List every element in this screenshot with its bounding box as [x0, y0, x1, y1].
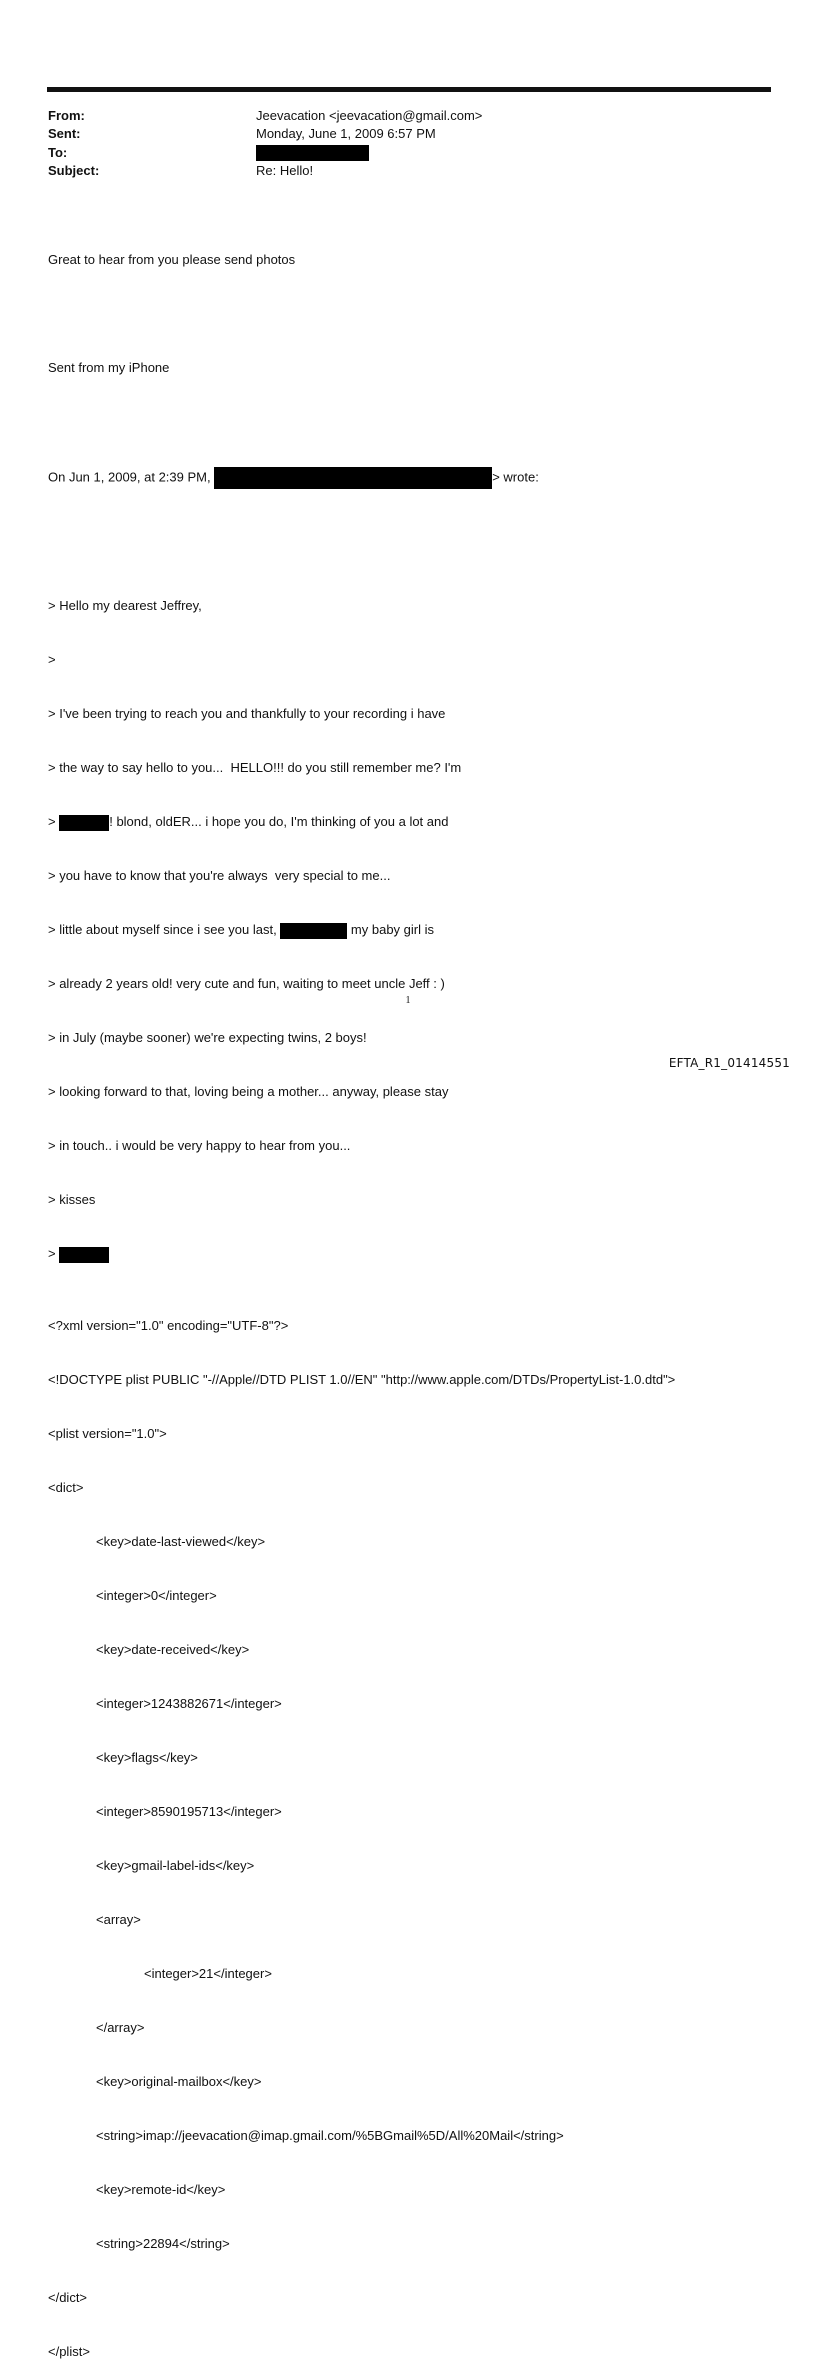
quoted-line: > you have to know that you're always very special to me... [48, 868, 391, 883]
to-value [256, 144, 369, 162]
plist-line: <key>remote-id</key> [96, 2182, 226, 2197]
plist-line: <key>date-received</key> [96, 1642, 250, 1657]
quoted-line: > the way to say hello to you... HELLO!!! do you still remember me? I'm [48, 760, 462, 775]
quoted-line [48, 921, 788, 939]
plist-line: <!DOCTYPE plist PUBLIC "-//Apple//DTD PLIST 1.0//EN" "http://www.apple.com/DTDs/PropertyList-1.0.dtd"> [48, 1372, 676, 1387]
to-label: To: [48, 144, 68, 160]
plist-line: <dict> [48, 1480, 84, 1495]
quoted-line: > in July (maybe sooner) we're expecting twins, 2 boys! [48, 1030, 367, 1045]
plist-line: <?xml version="1.0" encoding="UTF-8"?> [48, 1318, 289, 1333]
plist-line: </array> [96, 2020, 145, 2035]
body-line: Great to hear from you please send photos [48, 252, 296, 267]
plist-line: <key>original-mailbox</key> [96, 2074, 262, 2089]
quoted-line: > kisses [48, 1192, 96, 1207]
body-line: Sent from my iPhone [48, 360, 170, 375]
redaction-box [280, 923, 347, 939]
from-value: Jeevacation <jeevacation@gmail.com> [256, 108, 483, 123]
plist-line: <string>imap://jeevacation@imap.gmail.com/%5BGmail%5D/All%20Mail</string> [96, 2128, 564, 2143]
header-rule [47, 87, 771, 92]
email-body [48, 215, 788, 2379]
plist-line: <key>flags</key> [96, 1750, 198, 1765]
plist-line: <key>date-last-viewed</key> [96, 1534, 266, 1549]
spacer [48, 525, 788, 543]
quoted-line: > I've been trying to reach you and thankfully to your recording i have [48, 706, 446, 721]
sent-label: Sent: [48, 126, 81, 142]
quoted-line [48, 813, 788, 831]
spacer [48, 413, 788, 431]
plist-line: <integer>8590195713</integer> [96, 1804, 282, 1819]
plist-line: <string>22894</string> [96, 2236, 230, 2251]
quoted-suffix: my baby girl is [347, 922, 435, 937]
plist-line: <integer>0</integer> [96, 1588, 217, 1603]
plist-line: </dict> [48, 2290, 88, 2305]
wrote-line [48, 467, 788, 489]
sent-row [48, 125, 768, 143]
subject-row [48, 162, 768, 180]
email-header [48, 107, 768, 180]
bates-id: EFTA_R1_01414551 [668, 1056, 790, 1070]
quoted-line: > looking forward to that, loving being a mother... anyway, please stay [48, 1084, 449, 1099]
subject-value: Re: Hello! [256, 162, 314, 178]
plist-line: <integer>1243882671</integer> [96, 1696, 282, 1711]
wrote-suffix: > wrote: [492, 469, 539, 485]
subject-label: Subject: [48, 162, 100, 178]
quoted-line: > in touch.. i would be very happy to hear from you... [48, 1138, 351, 1153]
quoted-prefix: > little about myself since i see you last, [48, 922, 281, 937]
quoted-line [48, 1245, 788, 1263]
quoted-prefix: > [48, 814, 60, 829]
quoted-line: > [48, 652, 56, 667]
wrote-prefix: On Jun 1, 2009, at 2:39 PM, [48, 469, 215, 485]
redaction-box [59, 1247, 109, 1263]
plist-line: <integer>21</integer> [144, 1966, 272, 1981]
to-row [48, 144, 768, 162]
plist-line: <plist version="1.0"> [48, 1426, 167, 1441]
spacer [48, 305, 788, 323]
sent-value: Monday, June 1, 2009 6:57 PM [256, 126, 436, 142]
redaction-box [214, 467, 492, 489]
quoted-line: > already 2 years old! very cute and fun, waiting to meet uncle Jeff : ) [48, 976, 445, 991]
plist-line: </plist> [48, 2344, 90, 2359]
from-label: From: [48, 108, 85, 123]
quoted-suffix: ! blond, oldER... i hope you do, I'm thinking of you a lot and [109, 814, 449, 829]
plist-line: <key>gmail-label-ids</key> [96, 1858, 255, 1873]
quoted-prefix: > [48, 1246, 60, 1261]
from-row [48, 107, 768, 125]
page-number: 1 [405, 995, 411, 1006]
redaction-box [256, 145, 369, 161]
plist-line: <array> [96, 1912, 141, 1927]
quoted-line: > Hello my dearest Jeffrey, [48, 598, 202, 613]
redaction-box [59, 815, 109, 831]
